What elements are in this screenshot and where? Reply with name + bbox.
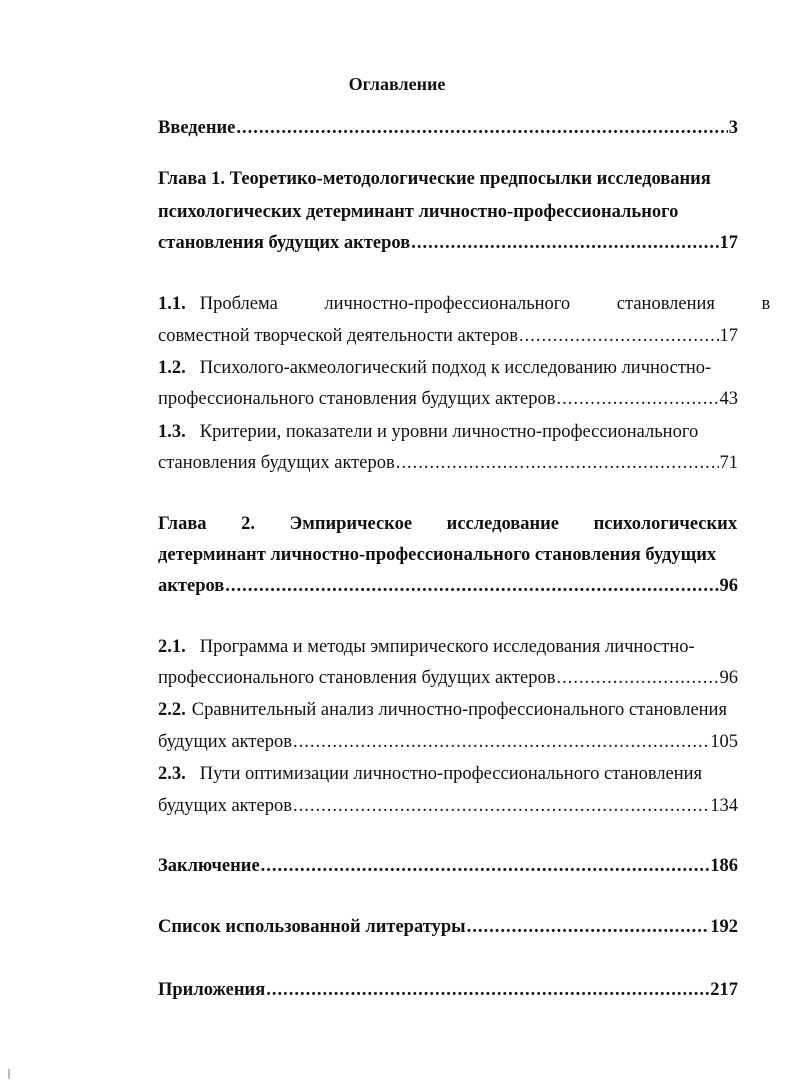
- toc-title: Оглавление: [348, 74, 446, 94]
- section-number: 1.1.: [158, 294, 186, 314]
- dot-leader: [556, 387, 718, 411]
- toc-page-number: 17: [719, 326, 738, 346]
- section-number: 2.3.: [158, 764, 186, 784]
- toc-entry-2-2-cont: [158, 730, 738, 754]
- section-line2: профессионального становления будущих актеров: [158, 668, 556, 688]
- toc-page-number: 105: [710, 732, 738, 752]
- toc-page-number: 71: [719, 453, 738, 473]
- section-line2: будущих актеров: [158, 732, 292, 752]
- dot-leader: [236, 116, 727, 140]
- section-line1: Сравнительный анализ личностно-профессионального становления: [191, 700, 727, 720]
- toc-entry-2-2: [158, 698, 738, 722]
- dot-leader: [396, 451, 719, 475]
- toc-entry-1-2-cont: [158, 387, 738, 411]
- scan-mark-icon: [6, 1068, 12, 1080]
- section-line1: Проблема личностно-профессионального становления в: [199, 294, 771, 314]
- section-line1: Критерии, показатели и уровни личностно-профессионального: [199, 422, 699, 442]
- chapter1-line3: становления будущих актеров: [158, 233, 411, 253]
- toc-entry-2-1-cont: [158, 666, 738, 690]
- chapter2-line3: актеров: [158, 576, 225, 596]
- toc-page-number: 3: [728, 118, 738, 138]
- toc-entry-chapter2: [158, 574, 738, 598]
- toc-entry-intro: [158, 116, 738, 140]
- dot-leader: [266, 978, 709, 1002]
- dot-leader: [467, 915, 710, 939]
- dot-leader: [411, 231, 718, 255]
- section-line1: Программа и методы эмпирического исследования личностно-: [199, 637, 695, 657]
- dot-leader: [519, 324, 719, 348]
- chapter1-line1: Глава 1. Теоретико-методологические предпосылки исследования: [158, 169, 711, 189]
- toc-page-number: 186: [710, 856, 738, 876]
- section-line2: профессионального становления будущих актеров: [158, 389, 556, 409]
- toc-page-number: 192: [710, 917, 738, 937]
- toc-entry-2-3: [158, 762, 738, 786]
- chapter1-line2: психологических детерминант личностно-профессионального: [158, 202, 679, 222]
- toc-page-number: 96: [719, 576, 738, 596]
- toc-entry-label: Список использованной литературы: [158, 917, 466, 937]
- section-number: 1.3.: [158, 422, 186, 442]
- toc-entry-1-3: [158, 420, 738, 444]
- toc-entry-1-2: [158, 356, 738, 380]
- section-line1: Психолого-акмеологический подход к исследованию личностно-: [199, 358, 712, 378]
- toc-entry-appendix: [158, 978, 738, 1002]
- section-line1: Пути оптимизации личностно-профессионального становления: [199, 764, 703, 784]
- section-line2: будущих актеров: [158, 796, 292, 816]
- chapter2-line2: детерминант личностно-профессионального становления будущих: [158, 545, 717, 565]
- toc-page-number: 134: [710, 796, 738, 816]
- toc-page-number: 17: [719, 233, 738, 253]
- toc-entry-chapter1: [158, 231, 738, 255]
- toc-entry-2-1: [158, 635, 738, 659]
- dot-leader: [225, 574, 718, 598]
- dot-leader: [261, 854, 710, 878]
- toc-entry-1-1: [158, 292, 771, 316]
- toc-entry-1-3-cont: [158, 451, 738, 475]
- toc-entry-references: [158, 915, 738, 939]
- toc-entry-1-1-cont: [158, 324, 738, 348]
- toc-entry-label: Приложения: [158, 980, 266, 1000]
- dot-leader: [293, 794, 709, 818]
- section-line2: становления будущих актеров: [158, 453, 395, 473]
- chapter2-line1: Глава 2. Эмпирическое исследование психологических: [158, 514, 738, 534]
- toc-entry-label: Введение: [158, 118, 236, 138]
- dot-leader: [293, 730, 709, 754]
- section-number: 1.2.: [158, 358, 186, 378]
- toc-entry-conclusion: [158, 854, 738, 878]
- section-line2: совместной творческой деятельности актеров: [158, 326, 518, 346]
- toc-page-number: 43: [719, 389, 738, 409]
- toc-entry-label: Заключение: [158, 856, 260, 876]
- toc-page-number: 217: [710, 980, 738, 1000]
- section-number: 2.2.: [158, 700, 186, 720]
- section-number: 2.1.: [158, 637, 186, 657]
- toc-entry-2-3-cont: [158, 794, 738, 818]
- toc-page-number: 96: [719, 668, 738, 688]
- dot-leader: [556, 666, 718, 690]
